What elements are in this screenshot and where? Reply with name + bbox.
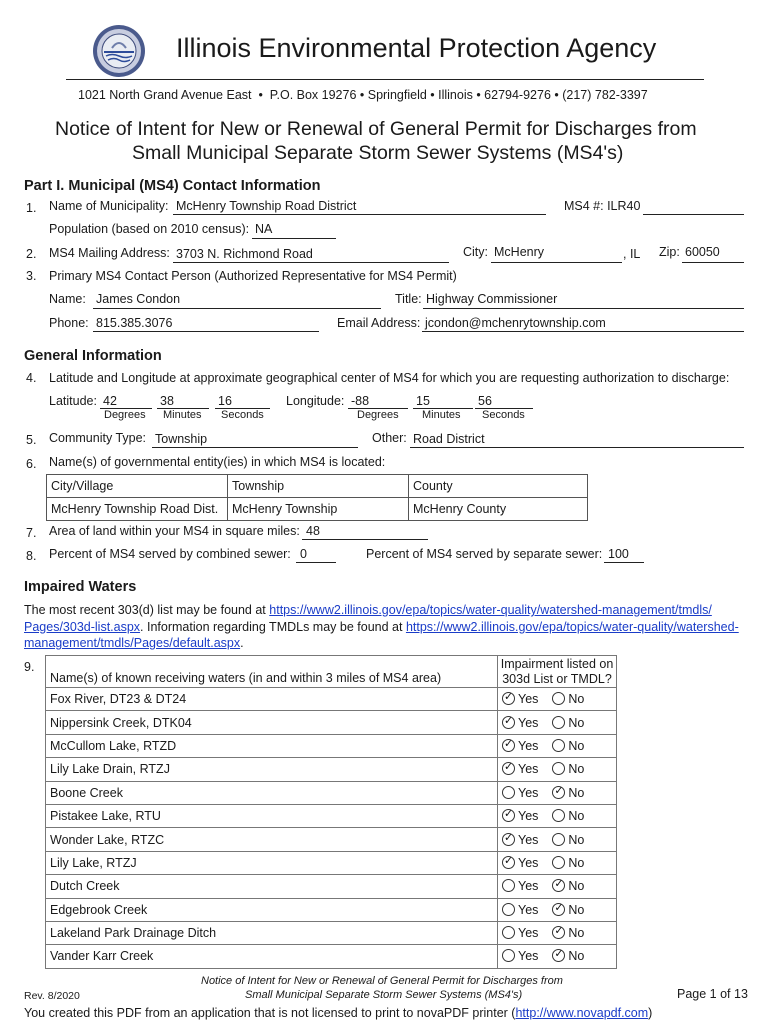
- radio-yes-icon[interactable]: [502, 879, 515, 892]
- radio-no-label: No: [568, 949, 585, 964]
- impairment-yes-option[interactable]: [502, 879, 538, 893]
- impairment-no-option[interactable]: [552, 809, 584, 823]
- combined-sewer-field[interactable]: 0: [300, 547, 307, 561]
- name-label: Name:: [49, 292, 86, 306]
- impairment-radio-group: [498, 898, 617, 921]
- impairment-radio-group: [498, 688, 617, 711]
- footer-title-line1: Notice of Intent for New or Renewal of General Permit for Discharges from: [201, 975, 563, 987]
- waters-row: [46, 711, 617, 734]
- impairment-radio-group: [498, 875, 617, 898]
- entities-question: Name(s) of governmental entity(ies) in which MS4 is located:: [49, 455, 386, 469]
- separate-sewer-label: Percent of MS4 served by separate sewer:: [366, 547, 603, 561]
- radio-no-icon[interactable]: [552, 856, 565, 869]
- q8-number: 8.: [26, 549, 37, 563]
- water-name[interactable]: Boone Creek: [46, 781, 498, 804]
- novapdf-link[interactable]: http://www.novapdf.com: [515, 1006, 649, 1020]
- radio-yes-icon[interactable]: [502, 692, 515, 705]
- impairment-yes-option[interactable]: [502, 762, 538, 776]
- mailing-address-field[interactable]: 3703 N. Richmond Road: [176, 247, 313, 261]
- impairment-yes-option[interactable]: [502, 856, 538, 870]
- radio-no-icon[interactable]: [552, 833, 565, 846]
- illinois-epa-seal-icon: [92, 24, 146, 78]
- radio-yes-label: Yes: [518, 902, 539, 917]
- waters-row: [46, 945, 617, 968]
- city-label: City:: [463, 245, 488, 259]
- area-field[interactable]: 48: [306, 524, 320, 538]
- radio-yes-icon[interactable]: [502, 786, 515, 799]
- contact-title-field[interactable]: Highway Commissioner: [426, 292, 558, 306]
- waters-row: [46, 734, 617, 757]
- separate-sewer-field[interactable]: 100: [608, 547, 629, 561]
- latitude-seconds-field[interactable]: 16: [218, 394, 232, 408]
- other-field[interactable]: Road District: [413, 432, 485, 446]
- waters-row: [46, 898, 617, 921]
- contact-name-field[interactable]: James Condon: [96, 292, 181, 306]
- agency-seal: [92, 24, 146, 78]
- impairment-yes-option[interactable]: [502, 786, 538, 800]
- radio-no-label: No: [568, 879, 585, 894]
- municipality-label: Name of Municipality:: [49, 199, 169, 213]
- water-name[interactable]: Lily Lake Drain, RTZJ: [46, 758, 498, 781]
- entities-header-row: [47, 475, 588, 498]
- radio-yes-label: Yes: [518, 832, 539, 847]
- waters-header-row: [46, 656, 617, 688]
- radio-no-icon[interactable]: [552, 879, 565, 892]
- radio-yes-icon[interactable]: [502, 926, 515, 939]
- longitude-seconds-caption: Seconds: [482, 409, 525, 421]
- impairment-header-line1: Impairment listed on: [500, 656, 614, 671]
- footer-title-line2: Small Municipal Separate Storm Sewer Systems (MS4's): [245, 989, 523, 1001]
- q7-number: 7.: [26, 526, 37, 540]
- city-field[interactable]: McHenry: [494, 245, 545, 259]
- contact-title-label: Title:: [395, 292, 422, 306]
- novapdf-notice: [24, 1006, 652, 1020]
- entities-header-township: Township: [228, 475, 409, 498]
- radio-yes-label: Yes: [518, 855, 539, 870]
- longitude-degrees-field[interactable]: -88: [351, 394, 370, 408]
- impaired-text-1: The most recent 303(d) list may be found at: [24, 603, 270, 617]
- form-title-line1: Notice of Intent for New or Renewal of General Permit for Discharges from: [55, 118, 697, 140]
- population-label: Population (based on 2010 census):: [49, 222, 250, 236]
- latlon-question: Latitude and Longitude at approximate geographical center of MS4 for which you are requesting authorization to discharge:: [49, 371, 730, 385]
- radio-no-icon[interactable]: [552, 809, 565, 822]
- community-type-label: Community Type:: [49, 431, 147, 445]
- waters-row: [46, 828, 617, 851]
- receiving-waters-table: [45, 655, 617, 969]
- entities-header-city: City/Village: [47, 475, 228, 498]
- impairment-no-option[interactable]: [552, 716, 584, 730]
- entity-township-field[interactable]: McHenry Township: [228, 498, 409, 521]
- latitude-degrees-caption: Degrees: [104, 409, 146, 421]
- q5-number: 5.: [26, 433, 37, 447]
- impairment-no-option[interactable]: [552, 926, 584, 940]
- waters-row: [46, 921, 617, 944]
- impairment-radio-group: [498, 711, 617, 734]
- tmdl-link-part2[interactable]: management/tmdls/Pages/default.aspx: [24, 636, 241, 650]
- water-name[interactable]: Lily Lake, RTZJ: [46, 851, 498, 874]
- radio-no-label: No: [568, 692, 585, 707]
- radio-no-icon[interactable]: [552, 903, 565, 916]
- q9-number: 9.: [24, 660, 35, 674]
- longitude-minutes-caption: Minutes: [422, 409, 461, 421]
- state-label: , IL: [623, 247, 641, 261]
- impairment-no-option[interactable]: [552, 739, 584, 753]
- water-name[interactable]: Vander Karr Creek: [46, 945, 498, 968]
- water-name[interactable]: Edgebrook Creek: [46, 898, 498, 921]
- population-field[interactable]: NA: [255, 222, 273, 236]
- longitude-degrees-caption: Degrees: [357, 409, 399, 421]
- form-title-line2: Small Municipal Separate Storm Sewer Systems (MS4's): [132, 142, 624, 164]
- municipality-field[interactable]: McHenry Township Road District: [176, 199, 357, 213]
- radio-no-label: No: [568, 855, 585, 870]
- radio-yes-icon[interactable]: [502, 716, 515, 729]
- waters-row: [46, 688, 617, 711]
- radio-no-icon[interactable]: [552, 786, 565, 799]
- impairment-no-option[interactable]: [552, 879, 584, 893]
- other-label: Other:: [372, 431, 407, 445]
- general-heading: General Information: [24, 348, 162, 364]
- impaired-text-3: .: [240, 636, 244, 650]
- impairment-yes-option[interactable]: [502, 949, 538, 963]
- impaired-text-2: . Information regarding TMDLs may be found at: [140, 619, 406, 634]
- radio-yes-label: Yes: [518, 762, 539, 777]
- radio-yes-icon[interactable]: [502, 762, 515, 775]
- impairment-yes-option[interactable]: [502, 903, 538, 917]
- radio-yes-icon[interactable]: [502, 833, 515, 846]
- impairment-yes-option[interactable]: [502, 926, 538, 940]
- radio-yes-icon[interactable]: [502, 856, 515, 869]
- agency-name: Illinois Environmental Protection Agency: [176, 33, 657, 63]
- impairment-radio-group: [498, 945, 617, 968]
- entity-county-field[interactable]: McHenry County: [409, 498, 588, 521]
- radio-no-icon[interactable]: [552, 716, 565, 729]
- email-label: Email Address:: [337, 316, 421, 330]
- entities-row: [47, 498, 588, 521]
- impairment-radio-group: [498, 851, 617, 874]
- waters-row: [46, 875, 617, 898]
- area-label: Area of land within your MS4 in square miles:: [49, 524, 300, 538]
- latitude-minutes-field[interactable]: 38: [160, 394, 174, 408]
- waters-header-impairment: [498, 656, 617, 688]
- contact-person-label: Primary MS4 Contact Person (Authorized Representative for MS4 Permit): [49, 269, 457, 283]
- waters-row: [46, 851, 617, 874]
- 303d-link-part1[interactable]: https://www2.illinois.gov/epa/topics/water-quality/watershed-management/tmdls/: [269, 603, 712, 617]
- radio-no-label: No: [568, 902, 585, 917]
- radio-no-label: No: [568, 832, 585, 847]
- revision-date: Rev. 8/2020: [24, 990, 80, 1002]
- impairment-no-option[interactable]: [552, 903, 584, 917]
- longitude-seconds-field[interactable]: 56: [478, 394, 492, 408]
- radio-yes-icon[interactable]: [502, 809, 515, 822]
- water-name[interactable]: Pistakee Lake, RTU: [46, 804, 498, 827]
- waters-header-name: Name(s) of known receiving waters (in and within 3 miles of MS4 area): [46, 656, 498, 688]
- impairment-radio-group: [498, 828, 617, 851]
- radio-no-icon[interactable]: [552, 949, 565, 962]
- impaired-heading: Impaired Waters: [24, 579, 137, 595]
- impairment-radio-group: [498, 921, 617, 944]
- impairment-yes-option[interactable]: [502, 716, 538, 730]
- radio-no-icon[interactable]: [552, 762, 565, 775]
- agency-address: 1021 North Grand Avenue East • P.O. Box 19276 • Springfield • Illinois • 62794-9276 • (217) 782-3397: [78, 88, 648, 102]
- impairment-radio-group: [498, 781, 617, 804]
- q2-number: 2.: [26, 247, 37, 261]
- impairment-radio-group: [498, 734, 617, 757]
- radio-yes-label: Yes: [518, 785, 539, 800]
- novapdf-text-end: ): [648, 1006, 653, 1020]
- radio-no-icon[interactable]: [552, 692, 565, 705]
- impairment-yes-option[interactable]: [502, 809, 538, 823]
- waters-row: [46, 804, 617, 827]
- page-number: Page 1 of 13: [677, 987, 748, 1001]
- waters-row: [46, 758, 617, 781]
- part1-heading: Part I. Municipal (MS4) Contact Information: [24, 178, 321, 194]
- water-name[interactable]: McCullom Lake, RTZD: [46, 734, 498, 757]
- q6-number: 6.: [26, 457, 37, 471]
- impairment-radio-group: [498, 804, 617, 827]
- entities-table: [46, 474, 588, 521]
- radio-yes-icon[interactable]: [502, 949, 515, 962]
- latitude-seconds-caption: Seconds: [221, 409, 264, 421]
- impairment-no-option[interactable]: [552, 856, 584, 870]
- radio-no-label: No: [568, 926, 585, 941]
- latitude-label: Latitude:: [49, 394, 97, 408]
- impairment-yes-option[interactable]: [502, 692, 538, 706]
- impairment-header-line2: 303d List or TMDL?: [502, 671, 612, 686]
- impairment-no-option[interactable]: [552, 949, 584, 963]
- radio-yes-label: Yes: [518, 949, 539, 964]
- water-name[interactable]: Wonder Lake, RTZC: [46, 828, 498, 851]
- phone-label: Phone:: [49, 316, 89, 330]
- entity-city-field[interactable]: McHenry Township Road Dist.: [47, 498, 228, 521]
- impaired-paragraph: [24, 602, 748, 652]
- q4-number: 4.: [26, 371, 37, 385]
- water-name[interactable]: Nippersink Creek, DTK04: [46, 711, 498, 734]
- water-name[interactable]: Fox River, DT23 & DT24: [46, 688, 498, 711]
- radio-no-label: No: [568, 715, 585, 730]
- zip-field[interactable]: 60050: [685, 245, 720, 259]
- radio-no-label: No: [568, 785, 585, 800]
- radio-yes-label: Yes: [518, 692, 539, 707]
- radio-yes-label: Yes: [518, 926, 539, 941]
- radio-yes-icon[interactable]: [502, 903, 515, 916]
- impairment-yes-option[interactable]: [502, 833, 538, 847]
- radio-yes-icon[interactable]: [502, 739, 515, 752]
- radio-no-label: No: [568, 762, 585, 777]
- longitude-label: Longitude:: [286, 394, 345, 408]
- radio-yes-label: Yes: [518, 715, 539, 730]
- phone-field[interactable]: 815.385.3076: [96, 316, 173, 330]
- combined-sewer-label: Percent of MS4 served by combined sewer:: [49, 547, 291, 561]
- latitude-degrees-field[interactable]: 42: [103, 394, 117, 408]
- longitude-minutes-field[interactable]: 15: [416, 394, 430, 408]
- water-name[interactable]: Lakeland Park Drainage Ditch: [46, 921, 498, 944]
- ms4-number-label: MS4 #: ILR40: [564, 199, 641, 213]
- impairment-radio-group: [498, 758, 617, 781]
- radio-no-icon[interactable]: [552, 926, 565, 939]
- water-name[interactable]: Dutch Creek: [46, 875, 498, 898]
- impairment-no-option[interactable]: [552, 833, 584, 847]
- mailing-address-label: MS4 Mailing Address:: [49, 246, 170, 260]
- radio-yes-label: Yes: [518, 809, 539, 824]
- latitude-minutes-caption: Minutes: [163, 409, 202, 421]
- impairment-yes-option[interactable]: [502, 739, 538, 753]
- community-type-field[interactable]: Township: [155, 432, 208, 446]
- zip-label: Zip:: [659, 245, 680, 259]
- email-field[interactable]: jcondon@mchenrytownship.com: [425, 316, 606, 330]
- q3-number: 3.: [26, 269, 37, 283]
- radio-yes-label: Yes: [518, 879, 539, 894]
- tmdl-link-part1[interactable]: https://www2.illinois.gov/epa/topics/water-quality/watershed-: [405, 619, 739, 634]
- waters-row: [46, 781, 617, 804]
- 303d-link-part2[interactable]: Pages/303d-list.aspx: [24, 619, 141, 634]
- impairment-no-option[interactable]: [552, 692, 584, 706]
- radio-no-label: No: [568, 738, 585, 753]
- q1-number: 1.: [26, 201, 37, 215]
- impairment-no-option[interactable]: [552, 762, 584, 776]
- entities-header-county: County: [409, 475, 588, 498]
- radio-no-icon[interactable]: [552, 739, 565, 752]
- novapdf-text: You created this PDF from an application that is not licensed to print to novaPDF printer (: [24, 1006, 516, 1020]
- impairment-no-option[interactable]: [552, 786, 584, 800]
- radio-no-label: No: [568, 809, 585, 824]
- radio-yes-label: Yes: [518, 738, 539, 753]
